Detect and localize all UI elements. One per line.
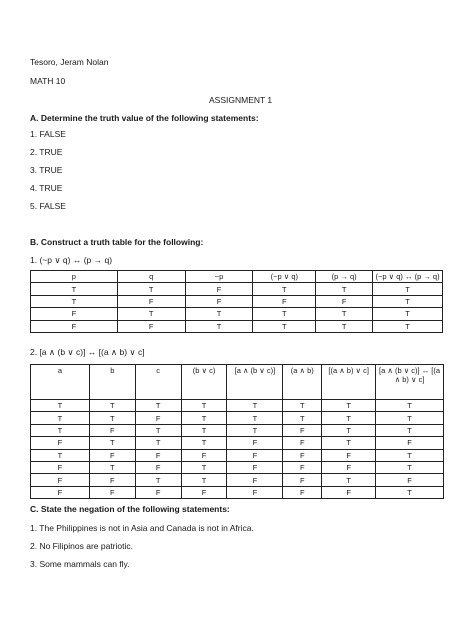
- table-cell: F: [135, 461, 181, 473]
- table-cell: T: [376, 400, 444, 412]
- table-cell: F: [135, 449, 181, 461]
- negation-item: 1. The Philippines is not in Asia and Canada is not in Africa.: [30, 523, 254, 533]
- table-cell: F: [89, 474, 135, 486]
- table-cell: T: [31, 295, 118, 307]
- section-a-heading: A. Determine the truth value of the following statements:: [30, 113, 259, 123]
- truth-table-2-title: 2. [a ∧ (b ∨ c)] ↔ [(a ∧ b) ∨ c]: [30, 347, 145, 357]
- table-cell: T: [322, 412, 376, 424]
- table-cell: T: [322, 474, 376, 486]
- table-cell: T: [89, 437, 135, 449]
- table-cell: T: [31, 449, 90, 461]
- table-row: [31, 400, 444, 412]
- table-cell: T: [181, 461, 227, 473]
- table-row: [31, 320, 443, 332]
- table-row: [31, 308, 443, 320]
- column-header: (p → q): [316, 271, 373, 283]
- table-cell: T: [227, 424, 283, 436]
- table-cell: T: [322, 437, 376, 449]
- table-cell: T: [117, 283, 185, 295]
- truth-table-1: [30, 270, 443, 333]
- section-b-heading: B. Construct a truth table for the following:: [30, 237, 204, 247]
- table-cell: T: [185, 308, 253, 320]
- table-cell: T: [135, 437, 181, 449]
- table-cell: F: [31, 461, 90, 473]
- truth-table-2: [30, 364, 444, 499]
- table-cell: T: [89, 412, 135, 424]
- subject: MATH 10: [30, 76, 66, 86]
- table-cell: T: [227, 412, 283, 424]
- table-cell: T: [31, 424, 90, 436]
- column-header: c: [135, 365, 181, 400]
- table-cell: F: [135, 486, 181, 498]
- answer-item: 4. TRUE: [30, 183, 63, 193]
- table-cell: T: [376, 412, 444, 424]
- table-cell: F: [322, 461, 376, 473]
- table-header-row: [31, 365, 444, 400]
- answer-item: 1. FALSE: [30, 129, 66, 139]
- table-cell: F: [227, 449, 283, 461]
- table-cell: F: [181, 449, 227, 461]
- table-cell: T: [135, 400, 181, 412]
- table-cell: F: [185, 283, 253, 295]
- table-cell: T: [31, 412, 90, 424]
- table-cell: T: [181, 437, 227, 449]
- table-cell: F: [283, 474, 322, 486]
- table-cell: T: [373, 295, 443, 307]
- table-cell: T: [181, 474, 227, 486]
- table-cell: F: [117, 320, 185, 332]
- table-cell: F: [316, 295, 373, 307]
- table-cell: F: [253, 295, 316, 307]
- column-header: q: [117, 271, 185, 283]
- answer-item: 2. TRUE: [30, 147, 63, 157]
- table-cell: F: [227, 486, 283, 498]
- column-header: [a ∧ (b ∨ c)]: [227, 365, 283, 400]
- section-c-heading: C. State the negation of the following statements:: [30, 504, 230, 514]
- column-header: a: [31, 365, 90, 400]
- table-cell: T: [373, 308, 443, 320]
- table-cell: F: [376, 474, 444, 486]
- column-header: (b ∨ c): [181, 365, 227, 400]
- table-cell: T: [376, 449, 444, 461]
- table-cell: F: [135, 412, 181, 424]
- table-cell: T: [376, 424, 444, 436]
- column-header: [a ∧ (b ∨ c)] ↔ [(a ∧ b) ∨ c]: [376, 365, 444, 400]
- column-header: ~p: [185, 271, 253, 283]
- table-cell: F: [185, 295, 253, 307]
- table-cell: T: [322, 400, 376, 412]
- table-row: [31, 461, 444, 473]
- table-row: [31, 449, 444, 461]
- table-cell: T: [253, 283, 316, 295]
- table-cell: F: [283, 449, 322, 461]
- table-cell: T: [316, 283, 373, 295]
- table-cell: T: [181, 400, 227, 412]
- table-cell: T: [322, 424, 376, 436]
- table-cell: T: [316, 308, 373, 320]
- table-cell: F: [89, 486, 135, 498]
- truth-table-1-title: 1. (~p ∨ q) ↔ (p → q): [30, 255, 113, 265]
- table-cell: F: [283, 461, 322, 473]
- table-cell: F: [227, 474, 283, 486]
- table-cell: F: [89, 449, 135, 461]
- table-cell: T: [185, 320, 253, 332]
- table-cell: T: [376, 486, 444, 498]
- table-row: [31, 424, 444, 436]
- table-cell: F: [31, 437, 90, 449]
- column-header: (~p ∨ q): [253, 271, 316, 283]
- table-cell: T: [181, 424, 227, 436]
- table-cell: F: [322, 449, 376, 461]
- table-cell: T: [31, 283, 118, 295]
- table-cell: F: [227, 437, 283, 449]
- column-header: (~p ∨ q) ↔ (p → q): [373, 271, 443, 283]
- table-row: [31, 474, 444, 486]
- student-name: Tesoro, Jeram Nolan: [30, 57, 109, 67]
- column-header: (a ∧ b): [283, 365, 322, 400]
- table-cell: T: [135, 424, 181, 436]
- answer-item: 3. TRUE: [30, 165, 63, 175]
- column-header: b: [89, 365, 135, 400]
- table-cell: T: [89, 461, 135, 473]
- table-cell: T: [181, 412, 227, 424]
- table-cell: F: [376, 437, 444, 449]
- table-cell: F: [31, 320, 118, 332]
- table-cell: F: [283, 437, 322, 449]
- table-cell: T: [227, 400, 283, 412]
- assignment-title: ASSIGNMENT 1: [209, 95, 273, 105]
- column-header: p: [31, 271, 118, 283]
- table-cell: F: [117, 295, 185, 307]
- table-cell: F: [31, 486, 90, 498]
- table-cell: F: [322, 486, 376, 498]
- table-row: [31, 486, 444, 498]
- negation-item: 2. No Filipinos are patriotic.: [30, 541, 133, 551]
- table-cell: F: [89, 424, 135, 436]
- table-cell: F: [31, 474, 90, 486]
- table-cell: F: [283, 424, 322, 436]
- table-row: [31, 295, 443, 307]
- table-cell: T: [316, 320, 373, 332]
- table-cell: F: [227, 461, 283, 473]
- negation-item: 3. Some mammals can fly.: [30, 559, 130, 569]
- table-cell: T: [31, 400, 90, 412]
- table-cell: F: [283, 486, 322, 498]
- table-cell: T: [283, 400, 322, 412]
- table-cell: T: [283, 412, 322, 424]
- table-header-row: [31, 271, 443, 283]
- table-row: [31, 437, 444, 449]
- table-cell: T: [89, 400, 135, 412]
- table-cell: T: [117, 308, 185, 320]
- table-cell: T: [373, 283, 443, 295]
- column-header: [(a ∧ b) ∨ c]: [322, 365, 376, 400]
- table-cell: F: [31, 308, 118, 320]
- table-cell: T: [376, 461, 444, 473]
- table-cell: T: [253, 308, 316, 320]
- table-cell: T: [135, 474, 181, 486]
- table-cell: T: [373, 320, 443, 332]
- table-row: [31, 412, 444, 424]
- table-cell: F: [181, 486, 227, 498]
- answer-item: 5. FALSE: [30, 201, 66, 211]
- table-row: [31, 283, 443, 295]
- table-cell: T: [253, 320, 316, 332]
